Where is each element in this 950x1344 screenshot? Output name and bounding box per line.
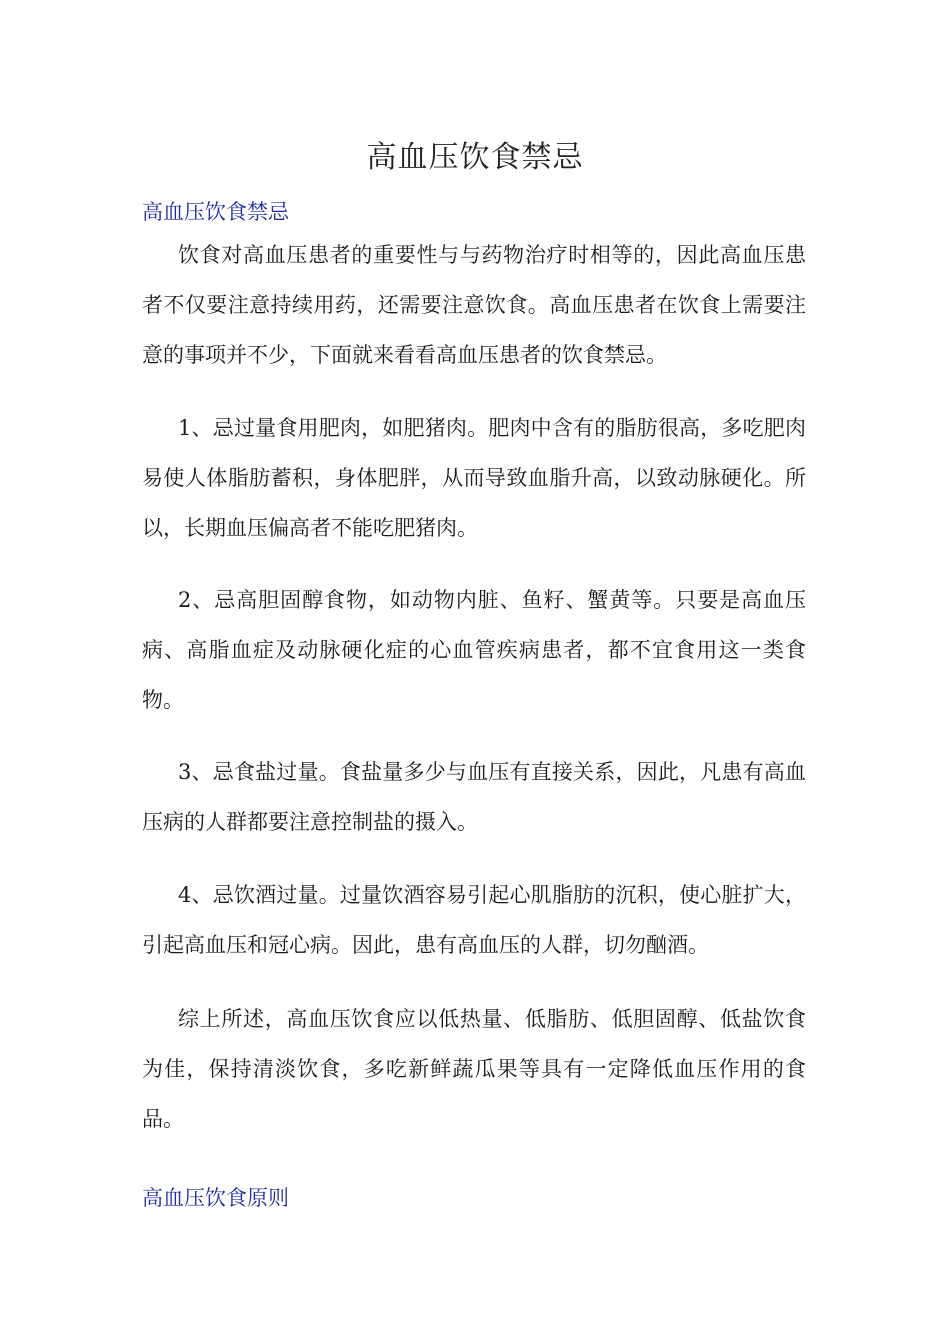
- document-title: 高血压饮食禁忌: [366, 140, 584, 175]
- paragraph-item-2: 2、忌高胆固醇食物，如动物内脏、鱼籽、蟹黄等。只要是高血压病、高脂血症及动脉硬化症的心血管疾病患者，都不宜食用这一类食物。: [142, 588, 806, 712]
- paragraph-item-3: 3、忌食盐过量。食盐量多少与血压有直接关系，因此，凡患有高血压病的人群都要注意控制盐的摄入。: [142, 760, 806, 834]
- paragraph-intro: 饮食对高血压患者的重要性与与药物治疗时相等的，因此高血压患者不仅要注意持续用药，还需要注意饮食。高血压患者在饮食上需要注意的事项并不少，下面就来看看高血压患者的饮食禁忌。: [142, 243, 806, 367]
- section-heading-diet-taboos: 高血压饮食禁忌: [142, 200, 289, 224]
- section-heading-diet-principles: 高血压饮食原则: [142, 1186, 289, 1210]
- paragraph-item-4: 4、忌饮酒过量。过量饮酒容易引起心肌脂肪的沉积，使心脏扩大，引起高血压和冠心病。因此，患有高血压的人群，切勿酗酒。: [142, 883, 806, 957]
- paragraph-summary: 综上所述，高血压饮食应以低热量、低脂肪、低胆固醇、低盐饮食为佳，保持清淡饮食，多吃新鲜蔬瓜果等具有一定降低血压作用的食品。: [142, 1007, 806, 1131]
- paragraph-item-1: 1、忌过量食用肥肉，如肥猪肉。肥肉中含有的脂肪很高，多吃肥肉易使人体脂肪蓄积，身体肥胖，从而导致血脂升高，以致动脉硬化。所以，长期血压偏高者不能吃肥猪肉。: [142, 416, 806, 540]
